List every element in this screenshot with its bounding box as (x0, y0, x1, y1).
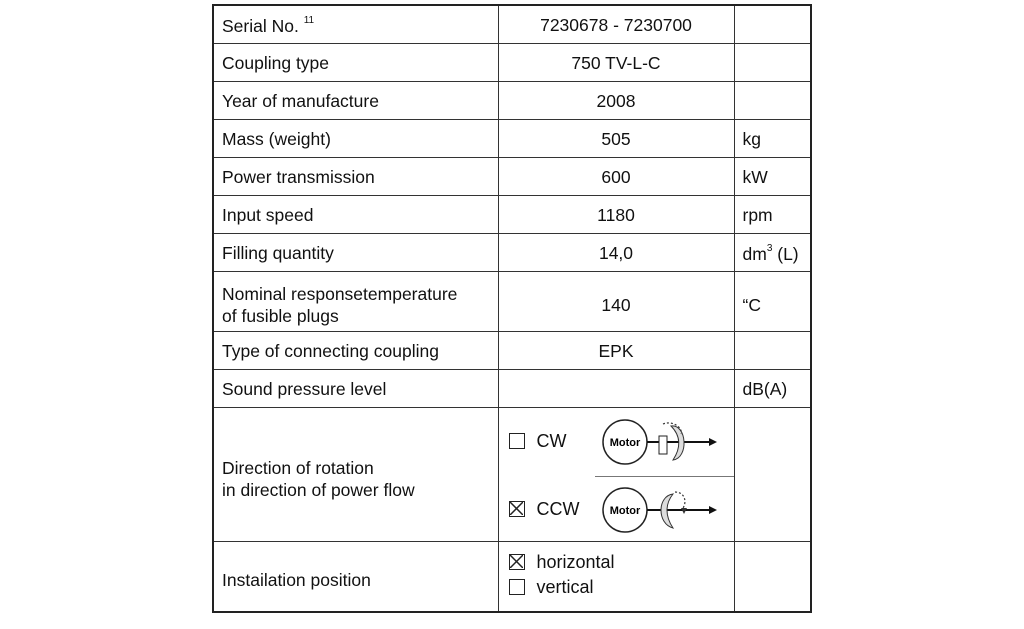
motor-cw-icon (601, 418, 721, 466)
rotation-label (213, 408, 498, 542)
speed-label: Input speed (213, 196, 498, 234)
ccw-checkbox[interactable] (509, 501, 525, 517)
nominal-label-line2: of fusible plugs (222, 305, 339, 326)
table-row-connecting (213, 332, 811, 370)
spec-table (212, 4, 812, 613)
sound-label: Sound pressure level (213, 370, 498, 408)
table-row-year (213, 82, 811, 120)
filling-value: 14,0 (498, 234, 734, 272)
cw-checkbox[interactable] (509, 433, 525, 449)
year-unit (734, 82, 811, 120)
speed-value: 1180 (498, 196, 734, 234)
mass-label: Mass (weight) (213, 120, 498, 158)
nominal-unit: “C (734, 272, 811, 332)
filling-label: Filling quantity (213, 234, 498, 272)
installation-label: Instailation position (213, 542, 498, 612)
mass-value: 505 (498, 120, 734, 158)
connecting-unit (734, 332, 811, 370)
year-label: Year of manufacture (213, 82, 498, 120)
table-row-installation (213, 542, 811, 612)
sound-value (498, 370, 734, 408)
rotation-unit (734, 408, 811, 542)
table-row-rotation (213, 408, 811, 542)
table-row-sound (213, 370, 811, 408)
power-label: Power transmission (213, 158, 498, 196)
rotation-label-line1: Direction of rotation (222, 457, 374, 478)
motor-cw-label: Motor (609, 437, 640, 449)
table-row-speed (213, 196, 811, 234)
table-row-filling (213, 234, 811, 272)
table-row-coupling (213, 44, 811, 82)
sound-unit: dB(A) (734, 370, 811, 408)
filling-unit (734, 234, 811, 272)
table-row-mass (213, 120, 811, 158)
table-row-nominal (213, 272, 811, 332)
table-row-power (213, 158, 811, 196)
filling-unit-exponent: 3 (766, 243, 773, 255)
check-x-icon (510, 502, 523, 515)
nominal-label (213, 272, 498, 332)
rotation-divider (595, 476, 734, 477)
horizontal-checkbox[interactable] (509, 554, 525, 570)
serial-footnote: 11 (303, 15, 315, 27)
installation-unit (734, 542, 811, 612)
filling-unit-liters: (L) (772, 243, 799, 264)
vertical-label: vertical (536, 577, 594, 598)
horizontal-option[interactable] (509, 551, 724, 573)
serial-unit (734, 5, 811, 44)
vertical-checkbox[interactable] (509, 579, 525, 595)
installation-options (498, 542, 734, 612)
cw-label: CW (536, 431, 567, 451)
coupling-label: Coupling type (213, 44, 498, 82)
coupling-unit (734, 44, 811, 82)
filling-unit-base: dm (742, 243, 767, 264)
serial-value: 7230678 - 7230700 (498, 5, 734, 44)
mass-unit: kg (734, 120, 811, 158)
nominal-value: 140 (498, 272, 734, 332)
row-label (213, 5, 498, 44)
power-value: 600 (498, 158, 734, 196)
horizontal-label: horizontal (536, 552, 615, 573)
nominal-label-line1: Nominal responsetemperature (222, 283, 458, 304)
table-row-serial (213, 5, 811, 44)
connecting-label: Type of connecting coupling (213, 332, 498, 370)
rotation-label-line2: in direction of power flow (222, 479, 415, 500)
serial-label: Serial No. (222, 15, 299, 36)
coupling-value: 750 TV-L-C (498, 44, 734, 82)
cw-option[interactable] (509, 430, 567, 452)
connecting-value: EPK (498, 332, 734, 370)
rotation-options (498, 408, 734, 542)
year-value: 2008 (498, 82, 734, 120)
ccw-label: CCW (536, 499, 580, 519)
motor-ccw-icon (601, 486, 721, 534)
vertical-option[interactable] (509, 576, 724, 598)
ccw-option[interactable] (509, 498, 580, 520)
power-unit: kW (734, 158, 811, 196)
check-x-icon (510, 555, 523, 568)
motor-ccw-label: Motor (609, 505, 640, 517)
speed-unit: rpm (734, 196, 811, 234)
